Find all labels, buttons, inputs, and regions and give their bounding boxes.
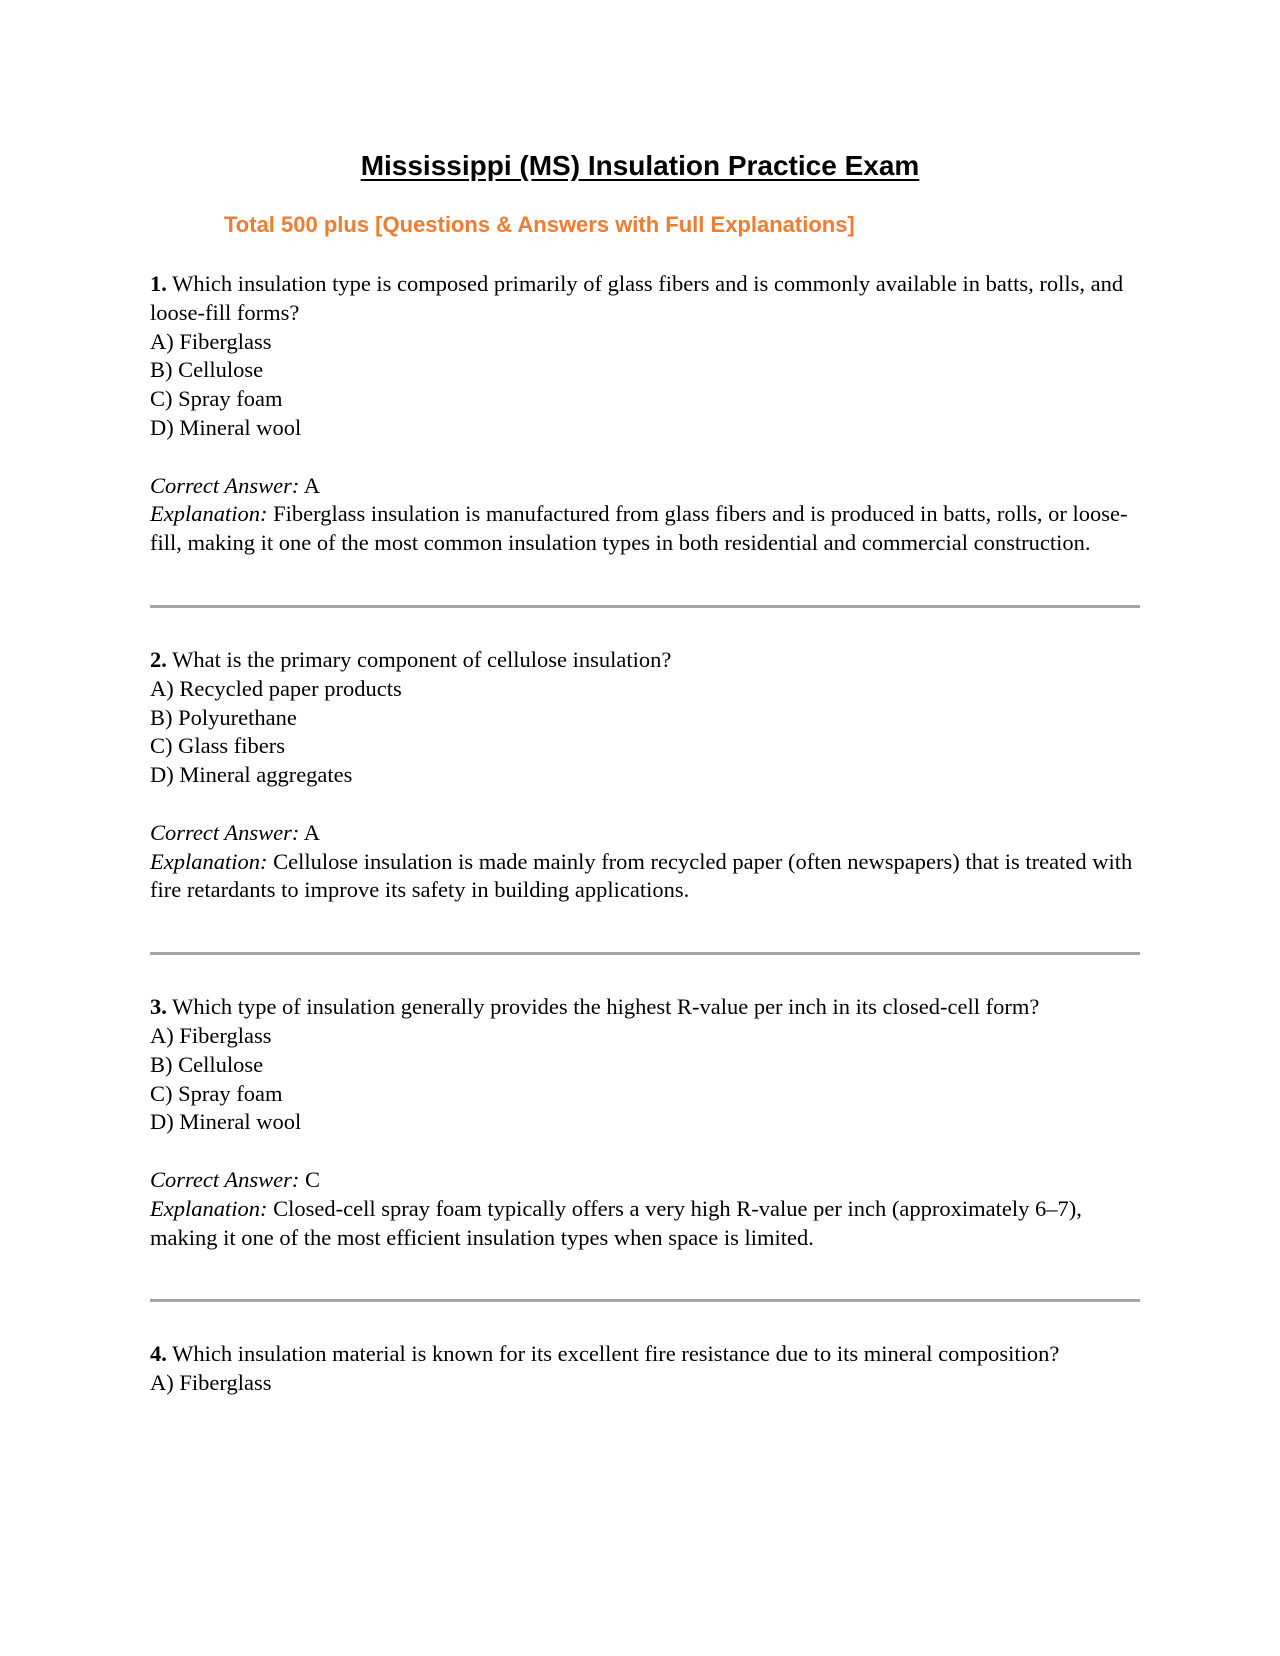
option-c: C) Spray foam <box>150 386 283 412</box>
question-3 <box>150 993 1140 1252</box>
question-1 <box>150 270 1140 558</box>
option-c: C) Spray foam <box>150 1080 283 1106</box>
question-text: Which insulation material is known for its excellent fire resistance due to its mineral composition? <box>172 1341 1060 1367</box>
option-c: C) Glass fibers <box>150 733 285 759</box>
question-stem <box>150 270 1140 328</box>
correct-answer-value: C <box>305 1166 321 1192</box>
explanation-text: Closed-cell spray foam typically offers a very high R-value per inch (approximately 6–7), making it one of the most efficient insulation types when space is limited. <box>150 1195 1082 1250</box>
explanation-label: Explanation: <box>150 848 268 874</box>
correct-answer-value: A <box>303 819 321 845</box>
question-text: Which type of insulation generally provides the highest R-value per inch in its closed-cell form? <box>172 994 1040 1020</box>
explanation <box>150 1195 1140 1253</box>
page-title: Mississippi (MS) Insulation Practice Exam <box>360 150 920 181</box>
question-number: 1. <box>150 271 167 296</box>
explanation-label: Explanation: <box>150 501 268 527</box>
correct-answer-value: A <box>303 472 321 498</box>
answer-block <box>150 819 1140 905</box>
option-a: A) Fiberglass <box>150 1370 272 1396</box>
explanation <box>150 848 1140 906</box>
option-b: B) Cellulose <box>150 1051 264 1077</box>
answer-block <box>150 1166 1140 1252</box>
explanation <box>150 500 1140 558</box>
question-stem <box>150 993 1140 1022</box>
question-number: 2. <box>150 646 167 672</box>
explanation-text: Cellulose insulation is made mainly from recycled paper (often newspapers) that is treated with fire retardants to improve its safety in building applications. <box>150 848 1133 903</box>
option-a: A) Fiberglass <box>150 1022 272 1048</box>
option-d: D) Mineral wool <box>150 1109 302 1135</box>
option-d: D) Mineral wool <box>150 414 302 440</box>
correct-answer <box>150 1166 1140 1195</box>
correct-answer-label: Correct Answer: <box>150 1166 300 1192</box>
explanation-text: Fiberglass insulation is manufactured from glass fibers and is produced in batts, rolls, or loose-fill, making it one of the most common insulation types in both residential and commercial construction. <box>150 501 1128 556</box>
question-list <box>150 270 1140 1398</box>
option-a: A) Fiberglass <box>150 328 272 354</box>
question-stem <box>150 1340 1140 1369</box>
question-text: What is the primary component of cellulose insulation? <box>172 646 672 672</box>
question-4 <box>150 1340 1140 1398</box>
explanation-label: Explanation: <box>150 1195 268 1221</box>
question-number: 3. <box>150 994 167 1020</box>
question-stem <box>150 646 1140 675</box>
option-a: A) Recycled paper products <box>150 675 402 701</box>
correct-answer <box>150 819 1140 848</box>
option-b: B) Polyurethane <box>150 704 297 730</box>
correct-answer-label: Correct Answer: <box>150 472 300 498</box>
correct-answer <box>150 472 1140 501</box>
page-subtitle: Total 500 plus [Questions & Answers with Full Explanations] <box>224 212 855 237</box>
correct-answer-label: Correct Answer: <box>150 819 300 845</box>
question-number: 4. <box>150 1341 167 1367</box>
option-d: D) Mineral aggregates <box>150 762 353 788</box>
question-text: Which insulation type is composed primarily of glass fibers and is commonly available in batts, rolls, and loose-fill forms? <box>150 271 1124 325</box>
answer-block <box>150 472 1140 558</box>
question-2 <box>150 646 1140 905</box>
option-b: B) Cellulose <box>150 357 264 383</box>
